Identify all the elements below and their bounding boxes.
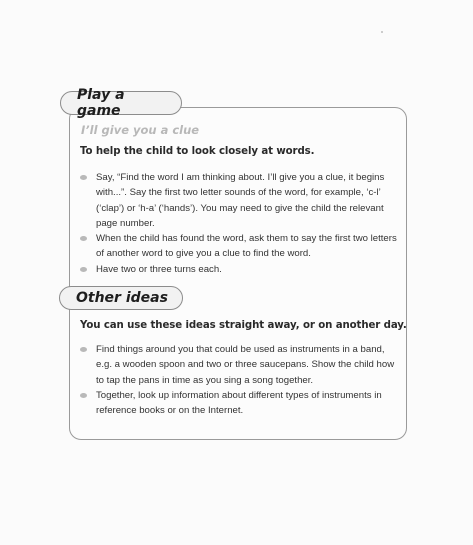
bullet-icon (80, 347, 87, 352)
list-item (80, 170, 400, 231)
list-item-text: When the child has found the word, ask them to say the first two letters of another word to give you a clue to find the word. (96, 233, 397, 260)
section-title-play-a-game (60, 87, 182, 119)
section-intro: You can use these ideas straight away, or on another day. (80, 320, 407, 331)
list-item (80, 231, 400, 262)
list-item-text: Say, “Find the word I am thinking about. I’ll give you a clue, it begins with...”. Say the first two letter sounds of the word, for example, ‘c-l’ (‘clap’) or ‘h-a’ (‘hands’). You may need to give the child the relevant page number. (96, 172, 385, 229)
section-title-text: Play a game (77, 87, 125, 119)
section-title-other-ideas (59, 286, 183, 310)
list-item-text: Together, look up information about different types of instruments in reference books or on the Internet. (96, 389, 382, 417)
list-item (80, 342, 400, 388)
bullet-icon (80, 393, 87, 398)
bullet-list-play-a-game (80, 170, 400, 277)
list-item-text: Find things around you that could be used as instruments in a band, e.g. a wooden spoon and two or three saucepans. Show the child how to tap the pans in time as you sing a song together. (96, 344, 395, 386)
section-title-text: Other ideas (76, 290, 168, 306)
bullet-icon (80, 236, 87, 241)
bullet-icon (80, 175, 87, 180)
scan-speck (381, 31, 383, 33)
list-item (80, 388, 400, 419)
list-item-text: Have two or three turns each. (96, 263, 222, 275)
section-subtitle: I’ll give you a clue (81, 123, 200, 137)
bullet-list-other-ideas (80, 342, 400, 418)
bullet-icon (80, 267, 87, 272)
section-intro: To help the child to look closely at words. (80, 146, 315, 157)
list-item (80, 262, 400, 277)
